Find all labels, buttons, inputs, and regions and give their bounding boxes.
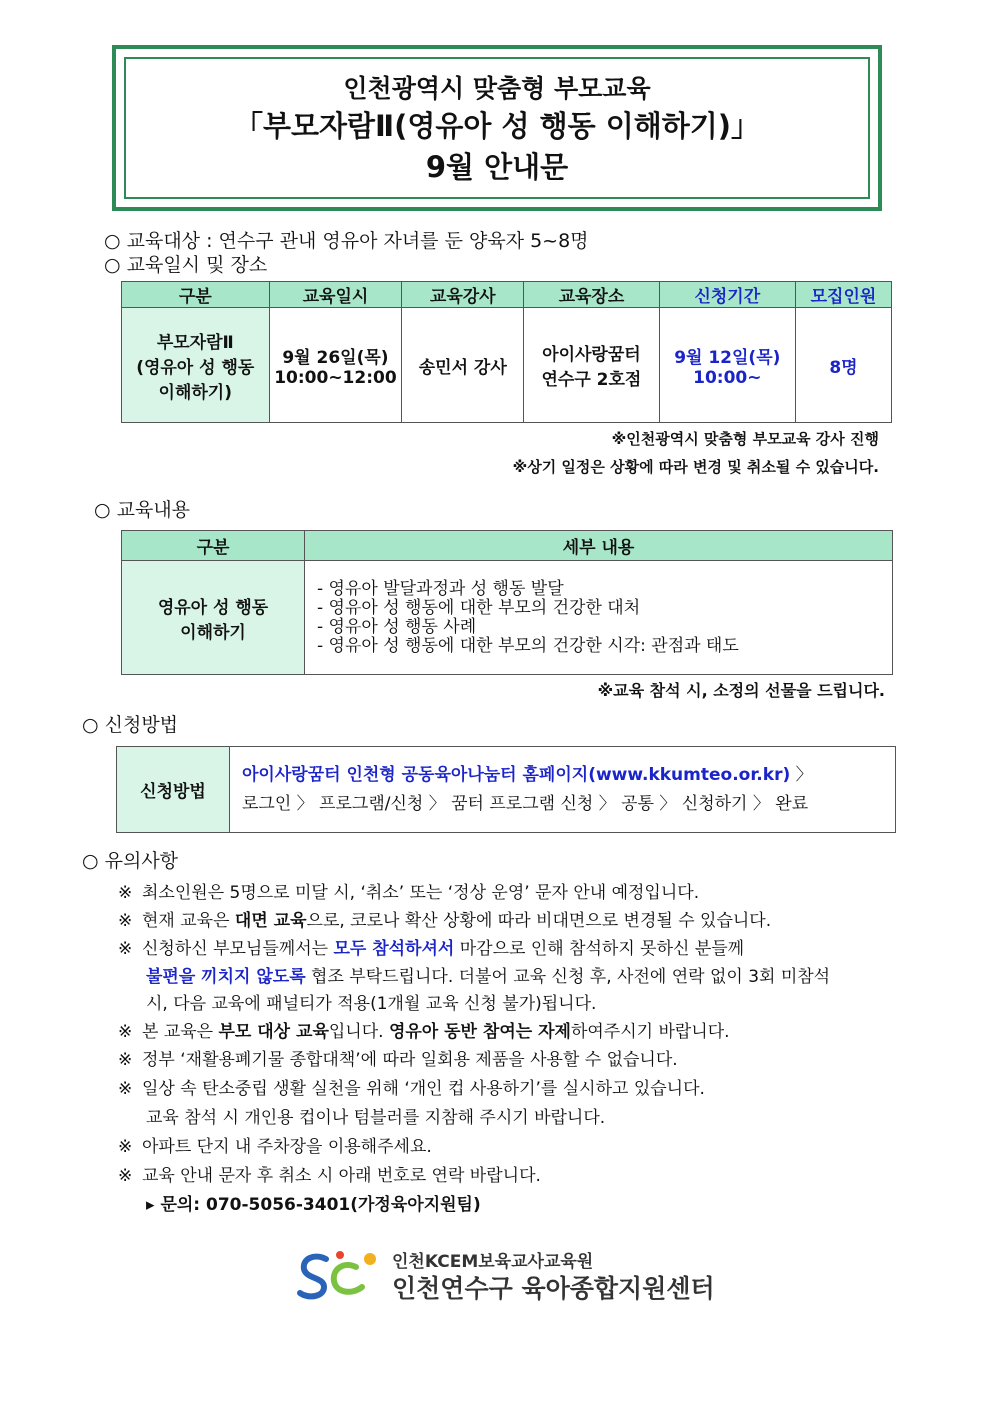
schedule-header-capacity: 모집인원	[795, 282, 891, 308]
notice-6-cont: 교육 참석 시 개인용 컵이나 텀블러를 지참해 주시기 바랍니다.	[146, 1108, 606, 1128]
schedule-cell-category	[122, 308, 270, 423]
schedule-cell-place	[524, 308, 660, 423]
notice-1	[118, 878, 699, 903]
content-item-2: - 영유아 성 행동에 대한 부모의 건강한 대처	[317, 597, 641, 618]
notice-mark: ※	[118, 1166, 133, 1186]
notice-2-bold: 대면 교육	[234, 911, 307, 931]
category-line-2: (영유아 성 행동	[136, 357, 255, 378]
place-line-1: 아이사랑꿈터	[542, 345, 641, 365]
title-line-1: 인천광역시 맞춤형 부모교육	[343, 74, 651, 103]
category-line-1: 부모자람Ⅱ	[156, 332, 234, 353]
notice-3-text-a: 신청하신 부모님들께서는	[142, 939, 334, 959]
title-line-3: 9월 안내문	[425, 150, 569, 184]
schedule-table	[121, 281, 892, 423]
notice-4-text-c: 입니다.	[328, 1022, 389, 1042]
schedule-header-instructor: 교육강사	[402, 282, 524, 308]
notice-5-text: 정부 ‘재활용폐기물 종합대책’에 따라 일회용 제품을 사용할 수 없습니다.	[142, 1050, 678, 1070]
notice-mark: ※	[118, 1022, 133, 1042]
apply-detail	[230, 747, 896, 833]
apply-arrow: 〉	[790, 764, 813, 785]
schedule-header-place: 교육장소	[524, 282, 660, 308]
target-line: ○ 교육대상 : 연수구 관내 영유아 자녀를 둔 양육자 5~8명	[104, 230, 589, 252]
notice-4-text-a: 본 교육은	[142, 1022, 219, 1042]
notice-mark: ※	[118, 1079, 133, 1099]
notice-3-text-c: 마감으로 인해 참석하지 못하신 분들께	[454, 939, 745, 959]
notice-2-text-c: 으로, 코로나 확산 상황에 따라 비대면으로 변경될 수 있습니다.	[306, 911, 772, 931]
schedule-heading: ○ 교육일시 및 장소	[104, 254, 268, 276]
notice-5	[118, 1045, 678, 1070]
schedule-cell-instructor: 송민서 강사	[402, 308, 524, 423]
title-box	[112, 45, 882, 211]
notice-4	[118, 1017, 730, 1042]
notice-heading: ○ 유의사항	[82, 850, 179, 872]
content-cell-category	[122, 561, 305, 675]
apply-line-1	[242, 761, 895, 790]
notice-mark: ※	[118, 1050, 133, 1070]
time-text: 10:00~12:00	[274, 367, 397, 388]
content-item-4: - 영유아 성 행동에 대한 부모의 건강한 시각: 관점과 태도	[317, 635, 739, 656]
schedule-header-datetime: 교육일시	[269, 282, 402, 308]
logo-mark-icon	[296, 1247, 386, 1303]
content-header-category: 구분	[122, 531, 305, 561]
notice-3-cont-1	[146, 962, 830, 987]
apply-homepage-link[interactable]: 아이사랑꿈터 인천형 공동육아나눔터 홈페이지(www.kkumteo.or.kr)	[242, 764, 791, 785]
notice-8	[118, 1161, 541, 1186]
notice-4-text-e: 하여주시기 바랍니다.	[570, 1022, 730, 1042]
notice-mark: ※	[118, 883, 133, 903]
title-line-2: 「부모자람Ⅱ(영유아 성 행동 이해하기)」	[233, 109, 761, 143]
notice-1-text: 최소인원은 5명으로 미달 시, ‘취소’ 또는 ‘정상 운영’ 문자 안내 예정입니다.	[142, 883, 700, 903]
category-line-3: 이해하기)	[158, 382, 232, 403]
notice-6-text-a: 일상 속 탄소중립 생활 실천을 위해 ‘개인 컵 사용하기’를 실시하고 있습니다.	[142, 1079, 705, 1099]
content-item-3: - 영유아 성 행동 사례	[317, 616, 477, 637]
notice-mark: ※	[118, 911, 133, 931]
schedule-note-2: ※상기 일정은 상황에 따라 변경 및 취소될 수 있습니다.	[512, 458, 879, 476]
notice-7-text: 아파트 단지 내 주차장을 이용해주세요.	[142, 1137, 432, 1157]
schedule-header-category: 구분	[122, 282, 270, 308]
apply-table	[116, 746, 896, 833]
content-heading: ○ 교육내용	[94, 499, 191, 521]
notice-3-bold: 모두 참석하셔서	[333, 939, 455, 959]
content-category-line-2: 이해하기	[180, 622, 246, 643]
content-item-1: - 영유아 발달과정과 성 행동 발달	[317, 578, 564, 599]
logo	[296, 1245, 715, 1305]
notice-3	[118, 934, 744, 959]
apply-heading: ○ 신청방법	[82, 714, 179, 736]
place-line-2: 연수구 2호점	[541, 370, 642, 390]
content-header-detail: 세부 내용	[305, 531, 893, 561]
notice-2	[118, 906, 771, 931]
apply-line-2: 로그인 〉 프로그램/신청 〉 꿈터 프로그램 신청 〉 공통 〉 신청하기 〉 완료	[242, 793, 809, 814]
date-text: 9월 26일(목)	[282, 347, 389, 368]
schedule-cell-capacity: 8명	[795, 308, 891, 423]
logo-sub-text: 인천KCEM보육교사교육원	[392, 1252, 594, 1272]
title-inner-frame	[124, 57, 870, 199]
contact-line: ▸ 문의: 070-5056-3401(가정육아지원팀)	[146, 1195, 481, 1215]
notice-4-bold-2: 영유아 동반 참여는 자제	[388, 1022, 571, 1042]
schedule-header-period: 신청기간	[659, 282, 795, 308]
notice-mark: ※	[118, 939, 133, 959]
period-line-1: 9월 12일(목)	[674, 347, 781, 368]
notice-3-text-e: 협조 부탁드립니다. 더불어 교육 신청 후, 사전에 연락 없이 3회 미참석	[305, 967, 831, 987]
notice-4-bold: 부모 대상 교육	[218, 1022, 329, 1042]
content-category-line-1: 영유아 성 행동	[157, 597, 269, 618]
content-note: ※교육 참석 시, 소정의 선물을 드립니다.	[597, 681, 885, 700]
content-cell-detail	[305, 561, 893, 675]
notice-8-text: 교육 안내 문자 후 취소 시 아래 번호로 연락 바랍니다.	[142, 1166, 541, 1186]
logo-main-text: 인천연수구 육아종합지원센터	[392, 1274, 715, 1303]
period-line-2: 10:00~	[693, 367, 762, 388]
apply-label: 신청방법	[117, 747, 230, 833]
schedule-cell-datetime	[269, 308, 402, 423]
notice-7	[118, 1132, 432, 1157]
notice-3-bold-2: 불편을 끼치지 않도록	[146, 967, 306, 987]
schedule-cell-period	[659, 308, 795, 423]
content-table	[121, 530, 893, 675]
notice-3-cont-2: 시, 다음 교육에 패널티가 적용(1개월 교육 신청 불가)됩니다.	[146, 994, 597, 1014]
notice-mark: ※	[118, 1137, 133, 1157]
schedule-note-1: ※인천광역시 맞춤형 부모교육 강사 진행	[611, 430, 879, 448]
notice-6	[118, 1074, 705, 1099]
notice-2-text-a: 현재 교육은	[142, 911, 235, 931]
